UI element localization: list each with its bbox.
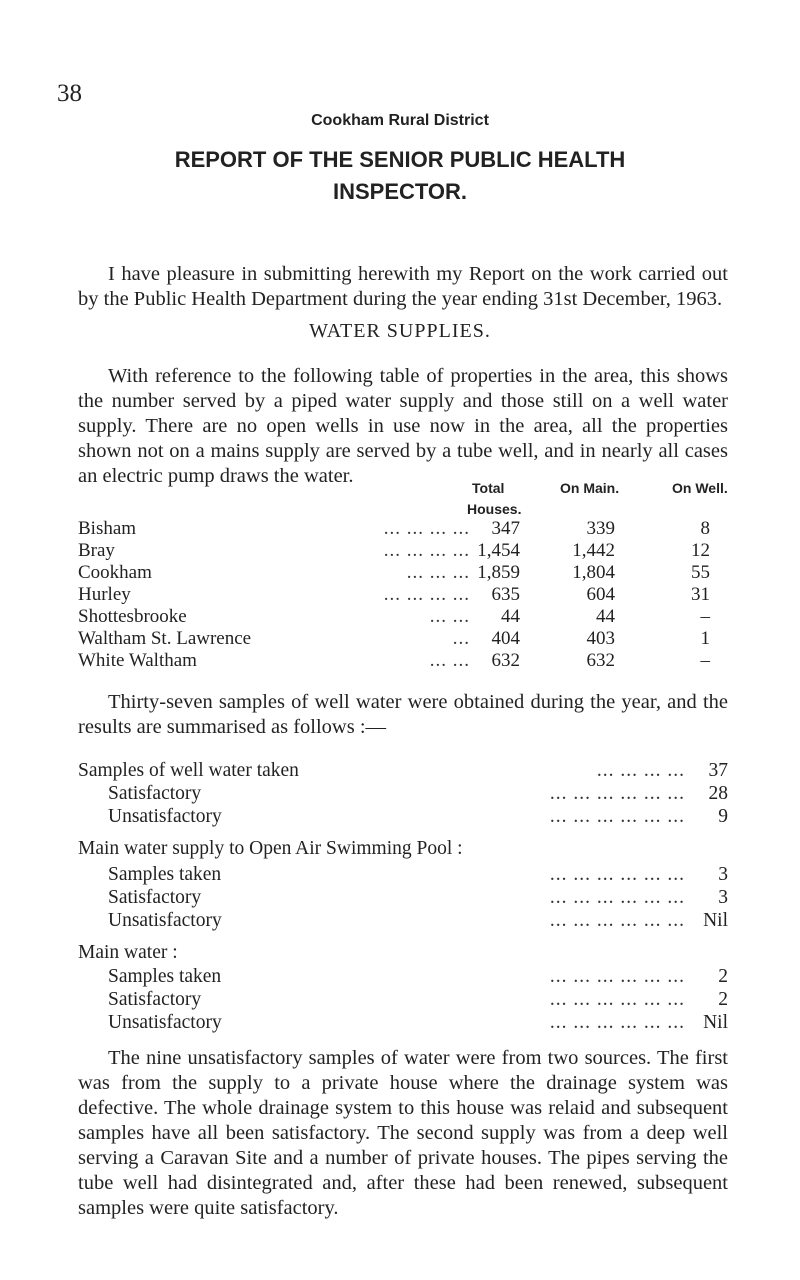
row-on-main: 44: [596, 606, 615, 627]
main-satisfactory-label: Satisfactory: [108, 989, 202, 1010]
summary-leader: ... ... ... ... ... ...: [549, 864, 685, 885]
summary-row: [0, 864, 800, 886]
summary-leader: ... ... ... ...: [596, 760, 685, 781]
table-row: [0, 584, 800, 606]
summary-row: [0, 1012, 800, 1034]
summary-row: [0, 760, 800, 782]
table-row: [0, 562, 800, 584]
row-leader: ... ... ... ...: [383, 518, 470, 539]
pool-unsatisfactory-label: Unsatisfactory: [108, 910, 222, 931]
pool-satisfactory-value: 3: [718, 887, 728, 908]
summary-leader: ... ... ... ... ... ...: [549, 887, 685, 908]
row-on-well: 8: [700, 518, 710, 539]
summary-leader: ... ... ... ... ... ...: [549, 966, 685, 987]
summary-leader: ... ... ... ... ... ...: [549, 806, 685, 827]
header-on-main: On Main.: [560, 480, 620, 496]
table-row: [0, 518, 800, 540]
summary-row: [0, 910, 800, 932]
row-on-well: 31: [691, 584, 710, 605]
summary-leader: ... ... ... ... ... ...: [549, 910, 685, 931]
summary-row: [0, 989, 800, 1011]
pool-satisfactory-label: Satisfactory: [108, 887, 202, 908]
row-leader: ... ... ... ...: [383, 584, 470, 605]
well-samples-taken: 37: [708, 760, 728, 781]
main-samples-title: Main water :: [78, 942, 178, 963]
well-satisfactory-label: Satisfactory: [108, 783, 202, 804]
row-on-main: 403: [586, 628, 615, 649]
samples-intro: Thirty-seven samples of well water were obtained during the year, and the results are summarised as follows :—: [78, 691, 728, 738]
row-on-main: 632: [586, 650, 615, 671]
summary-row: [0, 966, 800, 988]
summary-leader: ... ... ... ... ... ...: [549, 1012, 685, 1033]
row-total: 347: [491, 518, 520, 539]
row-on-main: 1,804: [572, 562, 615, 583]
row-area: Cookham: [78, 562, 152, 583]
table-row: [0, 650, 800, 672]
row-total: 44: [501, 606, 520, 627]
main-taken-value: 2: [718, 966, 728, 987]
row-on-main: 339: [586, 518, 615, 539]
row-area: Shottesbrooke: [78, 606, 187, 627]
row-on-well: –: [700, 606, 710, 627]
table-row: [0, 606, 800, 628]
main-unsatisfactory-value: Nil: [703, 1012, 728, 1033]
table-row: [0, 540, 800, 562]
section-heading: WATER SUPPLIES.: [309, 320, 491, 342]
row-area: Bray: [78, 540, 115, 561]
row-area: Waltham St. Lawrence: [78, 628, 252, 649]
intro-paragraph: I have pleasure in submitting herewith my Report on the work carried out by the Public Health Department during the year ending 31st December, 1963.: [78, 263, 728, 310]
pool-samples-title: Main water supply to Open Air Swimming Pool :: [78, 838, 463, 859]
row-total: 632: [491, 650, 520, 671]
main-satisfactory-value: 2: [718, 989, 728, 1010]
row-on-well: 1: [700, 628, 710, 649]
row-on-well: 55: [691, 562, 710, 583]
summary-leader: ... ... ... ... ... ...: [549, 783, 685, 804]
row-leader: ... ... ...: [406, 562, 470, 583]
header-on-well: On Well.: [672, 480, 728, 496]
row-total: 404: [491, 628, 520, 649]
row-leader: ... ... ... ...: [383, 540, 470, 561]
page-number: 38: [57, 80, 82, 107]
closing-paragraph: The nine unsatisfactory samples of water were from two sources. The first was from the supply to a private house where the drainage system was defective. The whole drainage system to this house was relaid and subsequent samples have all been satisfactory. The second supply was from a deep well serving a Caravan Site and a number of private houses. The pipes serving the tube well had disintegrated and, after these had been renewed, subsequent samples were quite satisfactory.: [78, 1047, 728, 1219]
row-area: White Waltham: [78, 650, 197, 671]
pool-unsatisfactory-value: Nil: [703, 910, 728, 931]
row-total: 1,454: [477, 540, 520, 561]
summary-row: [0, 887, 800, 909]
water-paragraph: With reference to the following table of properties in the area, this shows the number served by a piped water supply and those still on a well water supply. There are no open wells in use now in the area, all the properties shown not on a mains supply are served by a tube well, and in nearly all cases an electric pump draws the water.: [78, 365, 728, 487]
row-total: 1,859: [477, 562, 520, 583]
well-unsatisfactory-value: 9: [718, 806, 728, 827]
row-total: 635: [491, 584, 520, 605]
well-satisfactory-value: 28: [708, 783, 728, 804]
row-on-main: 1,442: [572, 540, 615, 561]
row-leader: ... ...: [429, 650, 470, 671]
row-on-main: 604: [586, 584, 615, 605]
row-area: Hurley: [78, 584, 131, 605]
header-total: Total: [472, 480, 505, 496]
report-title: REPORT OF THE SENIOR PUBLIC HEALTH INSPECTOR.: [174, 147, 626, 204]
main-taken-label: Samples taken: [108, 966, 222, 987]
row-area: Bisham: [78, 518, 137, 539]
summary-row: [0, 806, 800, 828]
row-leader: ... ...: [429, 606, 470, 627]
row-leader: ...: [452, 628, 470, 649]
row-on-well: –: [700, 650, 710, 671]
header-houses: Houses.: [467, 501, 522, 517]
main-unsatisfactory-label: Unsatisfactory: [108, 1012, 222, 1033]
table-row: [0, 628, 800, 650]
well-samples-title: Samples of well water taken: [78, 760, 299, 781]
well-unsatisfactory-label: Unsatisfactory: [108, 806, 222, 827]
row-on-well: 12: [691, 540, 710, 561]
pool-taken-label: Samples taken: [108, 864, 222, 885]
district-heading: Cookham Rural District: [311, 112, 489, 129]
pool-taken-value: 3: [718, 864, 728, 885]
summary-leader: ... ... ... ... ... ...: [549, 989, 685, 1010]
summary-row: [0, 783, 800, 805]
